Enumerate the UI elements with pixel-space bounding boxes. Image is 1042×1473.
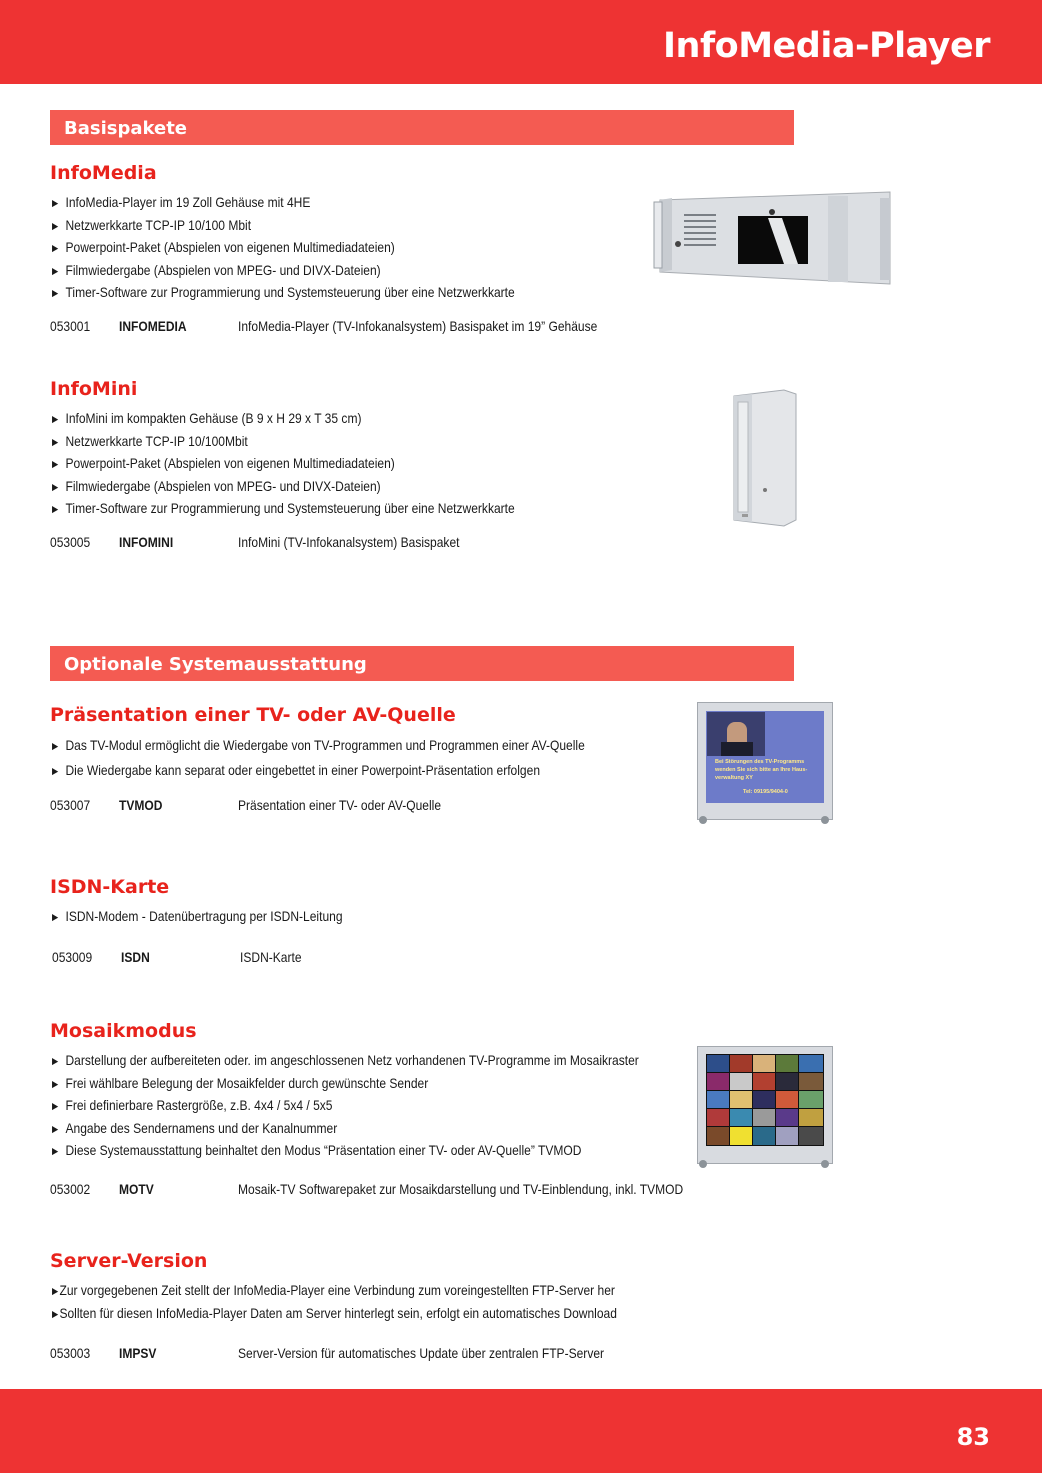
bullet-arrow-icon: ► [50,1099,61,1114]
bullet-list-mosaik [50,1049,639,1162]
list-item: ► Netzwerkkarte TCP-IP 10/100Mbit [50,430,515,453]
article-short-name: INFOMEDIA [119,318,187,334]
list-item: ► Filmwiedergabe (Abspielen von MPEG- und DIVX-Dateien) [50,259,515,282]
list-item: ► Diese Systemausstattung beinhaltet den Modus “Präsentation einer TV- oder AV-Quelle” TVMOD [50,1139,639,1162]
mosaic-grid [706,1054,824,1146]
section-bar-optionale-systemausstattung [50,646,794,681]
bullet-arrow-icon: ► [50,910,61,924]
bullet-arrow-icon: ► [50,1121,61,1136]
bullet-arrow-icon: ► [50,502,61,517]
article-description: InfoMini (TV-Infokanalsystem) Basispaket [238,534,460,550]
product-heading-tvmod: Präsentation einer TV- oder AV-Quelle [50,704,456,726]
bullet-arrow-icon: ► [50,263,61,278]
article-number: 053005 [50,534,91,550]
tv-inset-video [707,712,765,756]
bullet-arrow-icon: ► [50,286,61,301]
product-heading-infomini: InfoMini [50,378,138,400]
article-short-name: MOTV [119,1181,154,1197]
article-number: 053007 [50,797,91,813]
page-title: InfoMedia-Player [663,26,990,66]
bullet-arrow-icon: ► [50,1144,61,1159]
article-description: Präsentation einer TV- oder AV-Quelle [238,797,442,813]
list-item: ►Zur vorgegebenen Zeit stellt der InfoMedia-Player eine Verbindung zum voreingestellten FTP-Server her [50,1279,617,1302]
article-number: 053002 [50,1181,91,1197]
article-number: 053009 [52,949,93,965]
list-item: ► Timer-Software zur Programmierung und Systemsteuerung über eine Netzwerkkarte [50,497,515,520]
bullet-arrow-icon: ► [50,196,61,210]
bullet-arrow-icon: ► [50,218,61,233]
list-item: ► Angabe des Sendernamens und der Kanalnummer [50,1117,639,1140]
tv-screen-message: Bei Störungen des TV-Programms wenden Sie sich bitte an Ihre Haus- verwaltung XY [715,759,808,781]
bullet-list-tvmod [50,733,585,783]
list-item: ► Powerpoint-Paket (Abspielen von eigenen Multimediadateien) [50,452,515,475]
list-item: ►Sollten für diesen InfoMedia-Player Daten am Server hinterlegt sein, erfolgt ein automatisches Download [50,1302,617,1325]
header-bar [0,0,1042,84]
product-heading-server: Server-Version [50,1250,208,1272]
article-description: ISDN-Karte [240,949,302,965]
bullet-arrow-icon: ► [50,412,61,426]
list-item: ► Die Wiedergabe kann separat oder eingebettet in einer Powerpoint-Präsentation erfolgen [50,758,585,783]
article-short-name: TVMOD [119,797,163,813]
bullet-arrow-icon: ► [50,434,61,449]
section-title: Optionale Systemausstattung [64,654,367,675]
article-number: 053001 [50,318,91,334]
bullet-list-isdn [50,905,343,928]
tv-screen-phone: Tel: 09195/9404-0 [743,789,788,795]
list-item: ► InfoMini im kompakten Gehäuse (B 9 x H 29 x T 35 cm) [50,407,515,430]
tv-screen-image [697,702,833,826]
list-item: ► ISDN-Modem - Datenübertragung per ISDN-Leitung [50,905,343,928]
article-short-name: INFOMINI [119,534,174,550]
bullet-arrow-icon: ► [50,1306,61,1321]
list-item: ► Frei wählbare Belegung der Mosaikfelder durch gewünschte Sender [50,1072,639,1095]
page-number: 83 [956,1423,990,1451]
list-item: ► Filmwiedergabe (Abspielen von MPEG- und DIVX-Dateien) [50,475,515,498]
article-description: InfoMedia-Player (TV-Infokanalsystem) Basispaket im 19” Gehäuse [238,318,598,334]
list-item: ► Darstellung der aufbereiteten oder. im angeschlossenen Netz vorhandenen TV-Programme im Mosaikraster [50,1049,639,1072]
bullet-list-infomedia [50,191,515,304]
list-item: ► InfoMedia-Player im 19 Zoll Gehäuse mit 4HE [50,191,515,214]
bullet-list-server [50,1279,617,1324]
bullet-arrow-icon: ► [50,764,61,778]
article-number: 053003 [50,1345,91,1361]
bullet-list-infomini [50,407,515,520]
product-heading-infomedia: InfoMedia [50,162,157,184]
article-description: Server-Version für automatisches Update über zentralen FTP-Server [238,1345,605,1361]
article-description: Mosaik-TV Softwarepaket zur Mosaikdarstellung und TV-Einblendung, inkl. TVMOD [238,1181,684,1197]
bullet-arrow-icon: ► [50,241,61,256]
product-heading-mosaik: Mosaikmodus [50,1020,197,1042]
article-short-name: IMPSV [119,1345,157,1361]
list-item: ► Powerpoint-Paket (Abspielen von eigenen Multimediadateien) [50,236,515,259]
bullet-arrow-icon: ► [50,479,61,494]
bullet-arrow-icon: ► [50,739,61,753]
bullet-arrow-icon: ► [50,1284,61,1298]
mosaic-tv-image [697,1046,833,1170]
bullet-arrow-icon: ► [50,1054,61,1068]
bullet-arrow-icon: ► [50,1076,61,1091]
rack-server-image [652,188,900,298]
article-short-name: ISDN [121,949,150,965]
list-item: ► Das TV-Modul ermöglicht die Wiedergabe von TV-Programmen und Programmen einer AV-Quelle [50,733,585,758]
bullet-arrow-icon: ► [50,457,61,472]
product-heading-isdn: ISDN-Karte [50,876,170,898]
section-bar-basispakete [50,110,794,145]
footer-bar [0,1389,1042,1473]
mini-pc-image [728,388,800,528]
section-title: Basispakete [64,118,188,139]
list-item: ► Timer-Software zur Programmierung und Systemsteuerung über eine Netzwerkkarte [50,281,515,304]
list-item: ► Netzwerkkarte TCP-IP 10/100 Mbit [50,214,515,237]
list-item: ► Frei definierbare Rastergröße, z.B. 4x4 / 5x4 / 5x5 [50,1094,639,1117]
